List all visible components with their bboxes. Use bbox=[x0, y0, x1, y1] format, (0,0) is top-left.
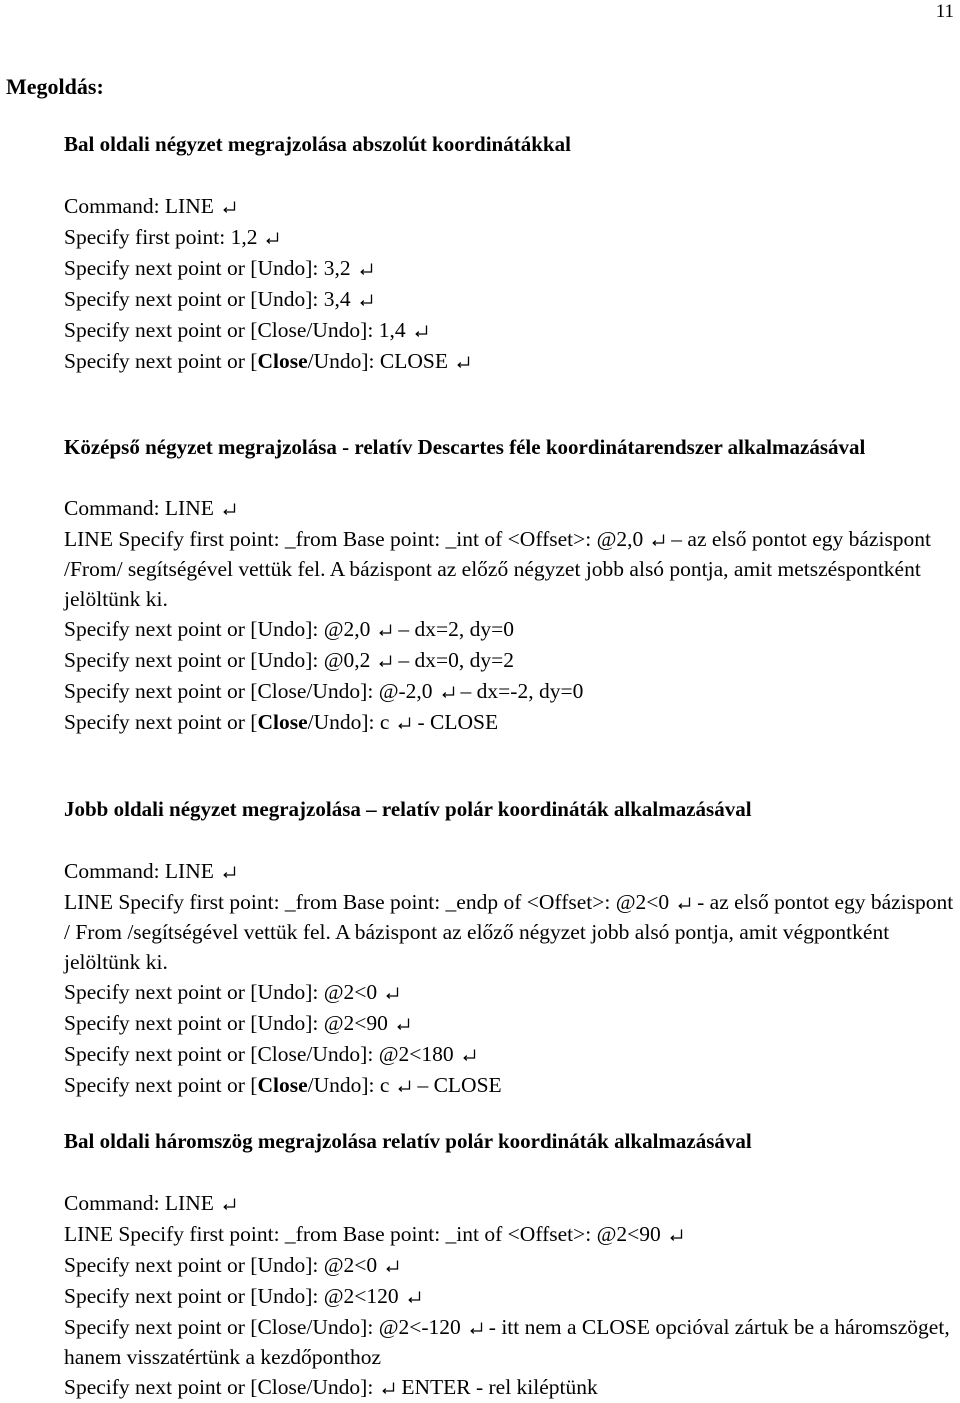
enter-key-icon bbox=[222, 200, 236, 214]
command-line: Specify next point or [Close/Undo]: @2<-120 - itt nem a CLOSE opcióval zártuk be a háromszöget, hanem visszatértünk a kezdőponthoz bbox=[64, 1315, 950, 1369]
enter-key-icon bbox=[669, 1228, 683, 1242]
enter-key-icon bbox=[378, 623, 392, 637]
enter-key-icon bbox=[222, 502, 236, 516]
section-heading: Jobb oldali négyzet megrajzolása – relatív polár koordináták alkalmazásával bbox=[64, 797, 752, 821]
enter-key-icon bbox=[378, 654, 392, 668]
command-line: Specify next point or [Undo]: @2<120 bbox=[64, 1281, 954, 1312]
command-line: Specify next point or [Undo]: @0,2 – dx=0, dy=2 bbox=[64, 648, 515, 672]
enter-key-icon bbox=[407, 1290, 421, 1304]
command-line: Specify next point or [Close/Undo]: @2<180 bbox=[64, 1039, 954, 1070]
command-line: Command: LINE bbox=[64, 1188, 954, 1219]
enter-key-icon bbox=[385, 986, 399, 1000]
command-line: Specify next point or [Undo]: @2,0 – dx=2, dy=0 bbox=[64, 617, 515, 641]
command-line: Specify next point or [Close/Undo]: 1,4 bbox=[64, 315, 954, 346]
command-line: LINE Specify first point: _from Base point: _endp of <Offset>: @2<0 - az első pontot egy bázispont / From /segítségével vettük fel. A bázispont az előző négyzet jobb alsó pontja, amit végpontként jelöltünk ki. bbox=[64, 890, 954, 974]
enter-key-icon bbox=[385, 1259, 399, 1273]
enter-key-icon bbox=[222, 865, 236, 879]
command-line: Specify next point or [Close/Undo]: c – CLOSE bbox=[64, 1073, 502, 1097]
command-line: Specify next point or [Undo]: 3,4 bbox=[64, 284, 954, 315]
enter-key-icon bbox=[381, 1381, 395, 1395]
enter-key-icon bbox=[265, 231, 279, 245]
section-relative-cartesian-square bbox=[64, 433, 954, 738]
command-line: Specify first point: 1,2 bbox=[64, 222, 954, 253]
enter-key-icon bbox=[222, 1197, 236, 1211]
section-heading: Bal oldali négyzet megrajzolása abszolút koordinátákkal bbox=[64, 132, 571, 156]
section-relative-polar-square bbox=[64, 795, 954, 1101]
enter-key-icon bbox=[462, 1048, 476, 1062]
command-line: Specify next point or [Close/Undo]: ENTER - rel kiléptünk bbox=[64, 1375, 598, 1399]
section-heading: Bal oldali háromszög megrajzolása relatív polár koordináták alkalmazásával bbox=[64, 1129, 752, 1153]
enter-key-icon bbox=[651, 533, 665, 547]
command-line: Specify next point or [Undo]: 3,2 bbox=[64, 253, 954, 284]
page-number: 11 bbox=[935, 1, 954, 22]
enter-key-icon bbox=[469, 1321, 483, 1335]
enter-key-icon bbox=[359, 262, 373, 276]
enter-key-icon bbox=[397, 1079, 411, 1093]
enter-key-icon bbox=[456, 355, 470, 369]
enter-key-icon bbox=[441, 685, 455, 699]
enter-key-icon bbox=[677, 896, 691, 910]
command-line: Specify next point or [Close/Undo]: CLOSE bbox=[64, 346, 954, 377]
solution-title: Megoldás: bbox=[6, 74, 104, 99]
enter-key-icon bbox=[359, 293, 373, 307]
command-line: LINE Specify first point: _from Base point: _int of <Offset>: @2,0 – az első pontot egy bázispont /From/ segítségével vettük fel. A bázispont az előző négyzet jobb alsó pontja, amit metszéspontként jelöltünk ki. bbox=[64, 527, 932, 611]
command-line: Specify next point or [Close/Undo]: c - CLOSE bbox=[64, 710, 499, 734]
section-absolute-square bbox=[64, 130, 954, 377]
enter-key-icon bbox=[396, 1017, 410, 1031]
command-line: Command: LINE bbox=[64, 493, 954, 524]
command-line: Specify next point or [Undo]: @2<90 bbox=[64, 1008, 954, 1039]
enter-key-icon bbox=[414, 324, 428, 338]
section-heading: Középső négyzet megrajzolása - relatív Descartes féle koordinátarendszer alkalmazásával bbox=[64, 435, 866, 459]
command-line: Command: LINE bbox=[64, 856, 954, 887]
enter-key-icon bbox=[397, 716, 411, 730]
section-relative-polar-triangle bbox=[64, 1127, 954, 1403]
command-line: Specify next point or [Undo]: @2<0 bbox=[64, 1250, 954, 1281]
command-line: LINE Specify first point: _from Base point: _int of <Offset>: @2<90 bbox=[64, 1219, 954, 1250]
command-line: Specify next point or [Undo]: @2<0 bbox=[64, 977, 954, 1008]
command-line: Command: LINE bbox=[64, 191, 954, 222]
command-line: Specify next point or [Close/Undo]: @-2,0 – dx=-2, dy=0 bbox=[64, 679, 584, 703]
